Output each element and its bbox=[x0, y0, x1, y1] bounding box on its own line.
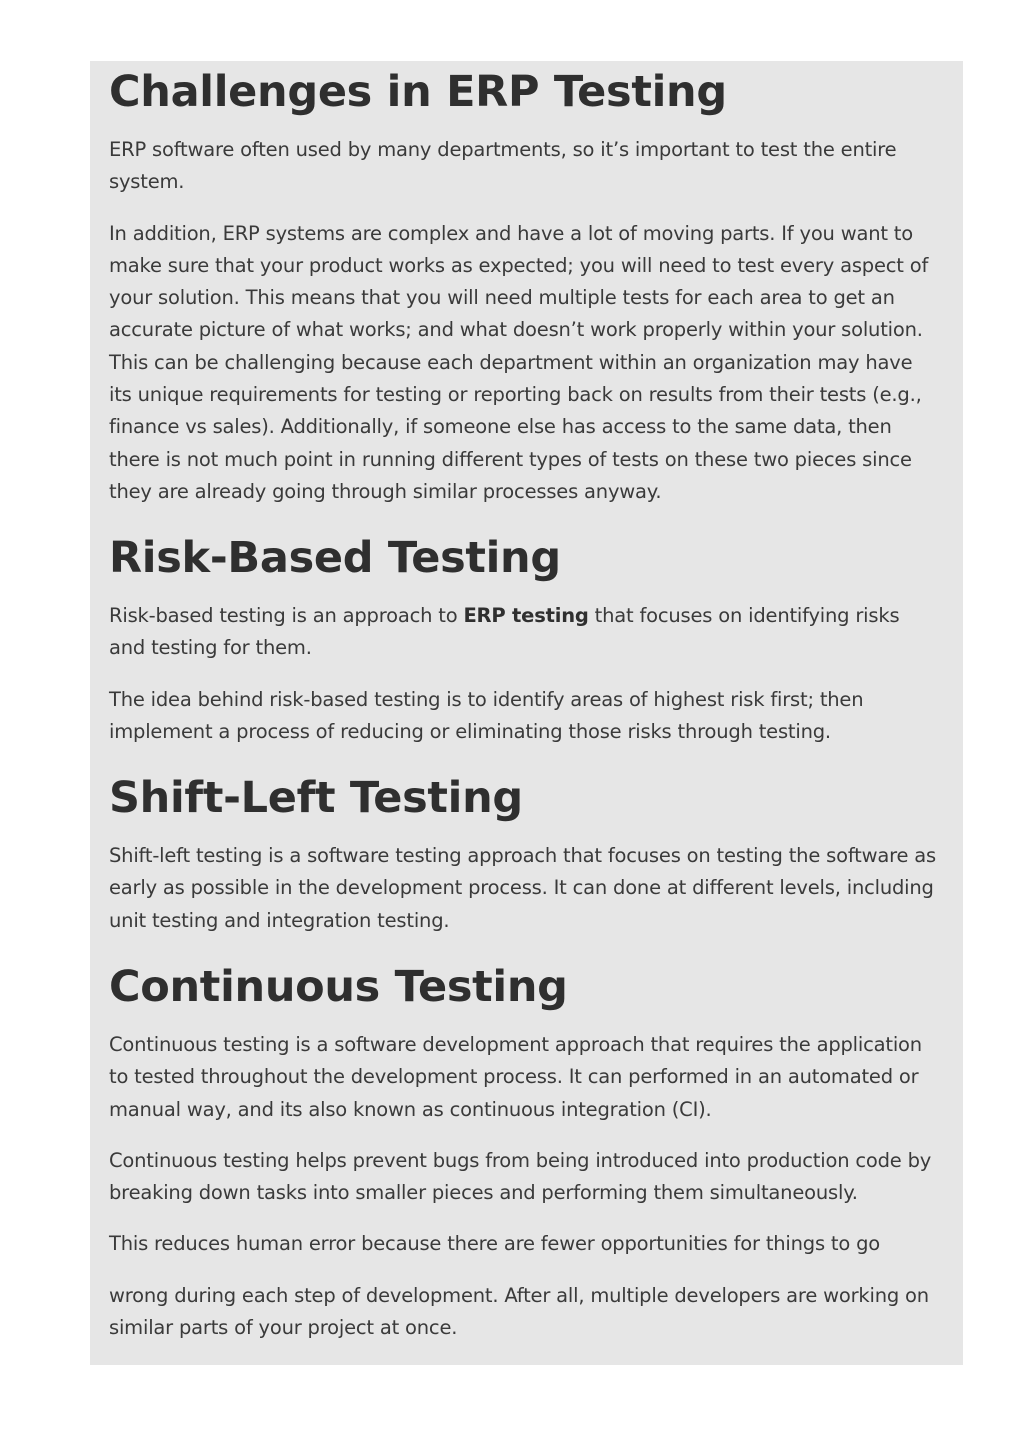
paragraph: Continuous testing is a software development approach that requires the application to tested throughout the development process. It can performed in an automated or manual way, and its also known as continuous integration (CI). bbox=[109, 1033, 922, 1121]
paragraph: Continuous testing helps prevent bugs from being introduced into production code by breaking down tasks into smaller pieces and performing them simultaneously. bbox=[109, 1148, 932, 1205]
section-risk-based-testing bbox=[109, 530, 939, 767]
paragraph bbox=[109, 600, 939, 665]
bold-keyword: ERP testing bbox=[463, 604, 589, 627]
paragraph: Shift-left testing is a software testing approach that focuses on testing the software as early as possible in the development process. It can done at different levels, including unit testing and integration testing. bbox=[109, 844, 936, 932]
article-content-panel bbox=[90, 61, 963, 1365]
section-heading: Risk-Based Testing bbox=[109, 533, 561, 583]
section-challenges-in-erp-testing bbox=[109, 64, 939, 527]
section-continuous-testing bbox=[109, 959, 939, 1363]
section-shift-left-testing bbox=[109, 770, 939, 956]
paragraph-text: Risk-based testing is an approach to bbox=[109, 604, 464, 627]
section-heading: Challenges in ERP Testing bbox=[109, 67, 727, 117]
section-heading: Shift-Left Testing bbox=[109, 773, 523, 823]
paragraph: The idea behind risk-based testing is to identify areas of highest risk first; then implement a process of reducing or eliminating those risks through testing. bbox=[109, 687, 864, 743]
paragraph: In addition, ERP systems are complex and have a lot of moving parts. If you want to make sure that your product works as expected; you will need to test every aspect of your solution. This means that you will need multiple tests for each area to get an accurate picture of what works; and what doesn’t work properly within your solution. This can be challenging because each department within an organization may have its unique requirements for testing or reporting back on results from their tests (e.g., finance vs sales). Additionally, if someone else has access to the same data, then there is not much point in running different types of tests on these two pieces since they are already going through similar processes anyway. bbox=[109, 221, 929, 503]
section-heading: Continuous Testing bbox=[109, 962, 568, 1012]
paragraph: ERP software often used by many departments, so it’s important to test the entire system. bbox=[109, 138, 897, 194]
paragraph: This reduces human error because there are fewer opportunities for things to go bbox=[109, 1232, 881, 1256]
paragraph: wrong during each step of development. After all, multiple developers are working on similar parts of your project at once. bbox=[109, 1283, 929, 1340]
paragraph-text: that focuses on identifying risks and testing for them. bbox=[109, 604, 900, 660]
